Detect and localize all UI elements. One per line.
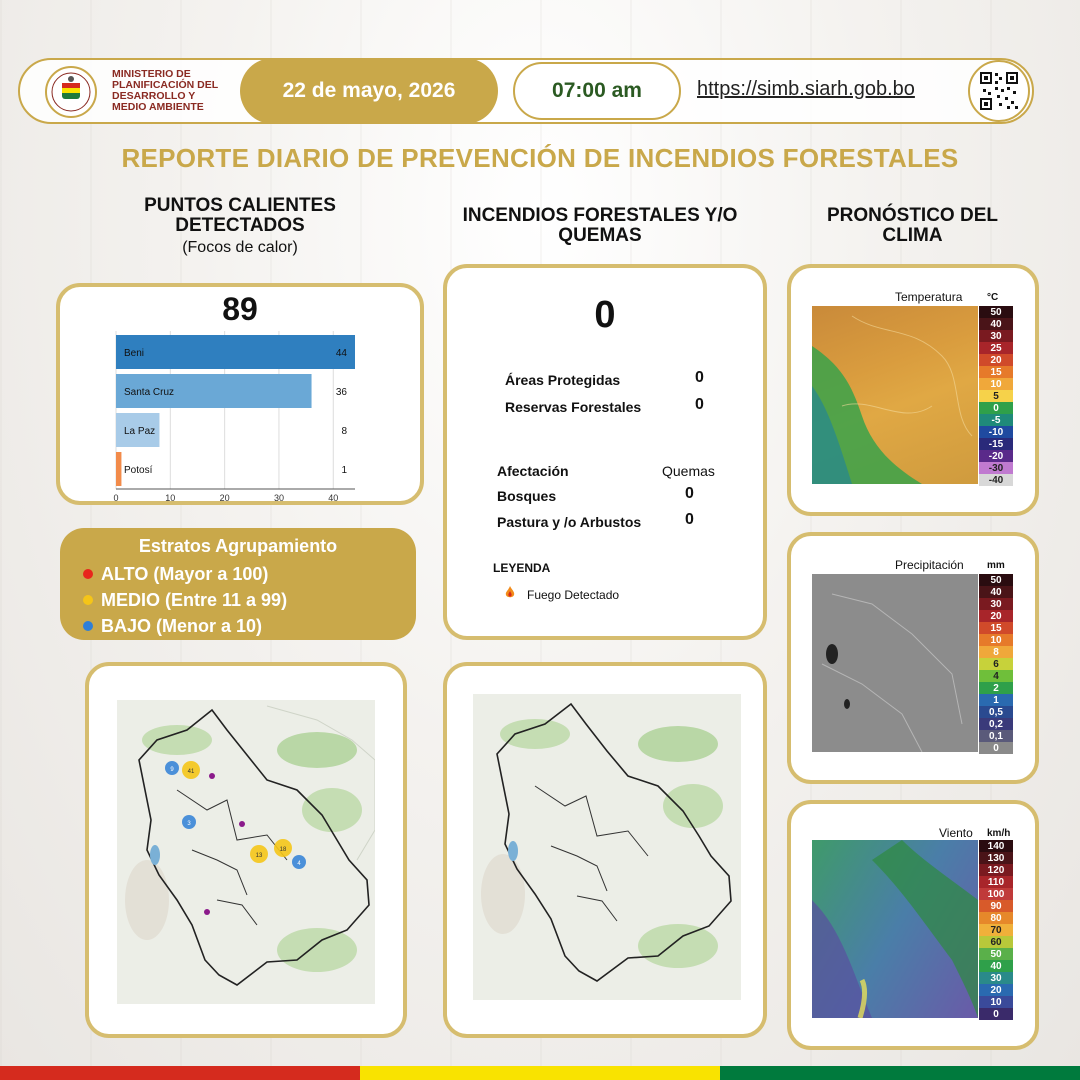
- report-title: REPORTE DIARIO DE PREVENCIÓN DE INCENDIOS FORESTALES: [121, 143, 959, 173]
- scale-step: 2: [979, 682, 1013, 694]
- map-cluster-label: 4: [297, 861, 301, 867]
- scale-step: 0: [979, 1008, 1013, 1020]
- forests-label: Bosques: [497, 488, 557, 504]
- x-tick-label: 30: [273, 493, 284, 501]
- scale-step: 40: [979, 586, 1013, 598]
- pasture-label: Pastura y /o Arbustos: [497, 514, 642, 530]
- temperature-title: Temperatura: [895, 290, 963, 304]
- protected-areas-label: Áreas Protegidas: [505, 372, 621, 388]
- strata-title: Estratos Agrupamiento: [138, 536, 338, 556]
- yellow-dot-icon: [83, 595, 93, 605]
- scale-step: 1: [979, 694, 1013, 706]
- scale-step: 15: [979, 622, 1013, 634]
- scale-step: 120: [979, 864, 1013, 876]
- x-tick-label: 10: [165, 493, 176, 501]
- scale-step: -40: [979, 474, 1013, 486]
- wind-unit: km/h: [987, 828, 1011, 839]
- value-label: 36: [335, 387, 347, 398]
- hotspots-heading: PUNTOS CALIENTES DETECTADOS (Focos de calor): [110, 196, 370, 258]
- forest-reserves-label: Reservas Forestales: [505, 399, 642, 415]
- legend-title: LEYENDA: [493, 561, 551, 575]
- scale-step: 8: [979, 646, 1013, 658]
- category-label: Santa Cruz: [124, 387, 175, 398]
- scale-step: 0: [979, 742, 1013, 754]
- hotspot-map: [117, 700, 375, 1004]
- strata-item-medio: MEDIO (Entre 11 a 99): [102, 587, 416, 613]
- map-cluster-label: 41: [187, 769, 195, 775]
- flag-stripe: [0, 1066, 1080, 1080]
- wind-card: [787, 800, 1039, 1050]
- scale-step: 10: [979, 634, 1013, 646]
- forecast-heading: PRONÓSTICO DEL CLIMA: [826, 205, 998, 246]
- value-label: 8: [341, 426, 347, 437]
- affect-label: Afectación: [497, 463, 569, 479]
- scale-step: 6: [979, 658, 1013, 670]
- scale-step: 25: [979, 342, 1013, 354]
- bar-potosí: [116, 452, 121, 486]
- scale-step: 10: [979, 996, 1013, 1008]
- report-date: 22 de mayo, 2026: [240, 58, 498, 124]
- fires-total: 0: [594, 294, 616, 336]
- ministry-name: MINISTERIO DE PLANIFICACIÓN DEL DESARROLLO Y MEDIO AMBIENTE: [112, 68, 218, 113]
- pasture-value: 0: [685, 511, 694, 528]
- scale-step: 50: [979, 574, 1013, 586]
- scale-step: 60: [979, 936, 1013, 948]
- category-label: La Paz: [124, 426, 156, 437]
- scale-step: 70: [979, 924, 1013, 936]
- precipitation-card: [787, 532, 1039, 784]
- scale-step: 0,1: [979, 730, 1013, 742]
- fires-map: [473, 694, 741, 1000]
- scale-step: 0: [979, 402, 1013, 414]
- hotspot-map-card: [85, 662, 407, 1038]
- hotspots-total: 89: [222, 291, 258, 327]
- scale-step: 40: [979, 960, 1013, 972]
- map-cluster-label: 13: [255, 853, 263, 859]
- wind-scale: [979, 840, 1013, 1020]
- scale-step: 30: [979, 972, 1013, 984]
- fire-icon: [505, 586, 515, 602]
- hotspots-chart-card: [56, 283, 424, 505]
- quemas-label: Quemas: [662, 463, 715, 479]
- fires-map-card: [443, 662, 767, 1038]
- temperature-map: [812, 306, 978, 484]
- scale-step: 50: [979, 306, 1013, 318]
- hotspots-subheading: (Focos de calor): [182, 239, 298, 256]
- scale-step: 40: [979, 318, 1013, 330]
- forests-value: 0: [685, 485, 694, 502]
- scale-step: 4: [979, 670, 1013, 682]
- temperature-card: [787, 264, 1039, 516]
- map-cluster-label: 3: [187, 821, 191, 827]
- temperature-scale: [979, 306, 1013, 486]
- wind-map: [812, 840, 978, 1018]
- scale-step: 0,5: [979, 706, 1013, 718]
- hotspots-bar-chart: [60, 287, 420, 501]
- wind-title: Viento: [939, 826, 973, 840]
- scale-step: 80: [979, 912, 1013, 924]
- protected-areas-value: 0: [695, 369, 704, 386]
- precipitation-scale: [979, 574, 1013, 754]
- report-time: 07:00 am: [513, 62, 681, 120]
- scale-step: -15: [979, 438, 1013, 450]
- map-cluster-label: 18: [279, 847, 287, 853]
- scale-step: 5: [979, 390, 1013, 402]
- scale-step: 50: [979, 948, 1013, 960]
- temperature-unit: °C: [987, 292, 999, 303]
- qr-code[interactable]: [968, 60, 1030, 122]
- x-tick-label: 0: [113, 493, 119, 501]
- scale-step: 20: [979, 984, 1013, 996]
- coat-of-arms-logo: [38, 65, 104, 119]
- x-tick-label: 40: [328, 493, 339, 501]
- strata-item-alto: ALTO (Mayor a 100): [102, 561, 416, 587]
- scale-step: -10: [979, 426, 1013, 438]
- value-label: 44: [335, 348, 347, 359]
- red-dot-icon: [83, 569, 93, 579]
- blue-dot-icon: [83, 621, 93, 631]
- forest-reserves-value: 0: [695, 396, 704, 413]
- x-tick-label: 20: [219, 493, 230, 501]
- strata-legend: [60, 528, 416, 640]
- scale-step: 20: [979, 610, 1013, 622]
- strata-item-bajo: BAJO (Menor a 10): [102, 613, 416, 639]
- scale-step: 30: [979, 598, 1013, 610]
- scale-step: 140: [979, 840, 1013, 852]
- fires-heading: INCENDIOS FORESTALES Y/O QUEMAS: [462, 205, 738, 246]
- precipitation-map: [812, 574, 978, 752]
- scale-step: -5: [979, 414, 1013, 426]
- scale-step: 30: [979, 330, 1013, 342]
- website-link[interactable]: https://simb.siarh.gob.bo: [697, 78, 915, 100]
- map-cluster-label: 9: [170, 767, 174, 773]
- fires-card: [443, 264, 767, 640]
- scale-step: 20: [979, 354, 1013, 366]
- legend-fire-detected: Fuego Detectado: [527, 588, 620, 602]
- scale-step: 0,2: [979, 718, 1013, 730]
- scale-step: -20: [979, 450, 1013, 462]
- value-label: 1: [341, 465, 347, 476]
- scale-step: 90: [979, 900, 1013, 912]
- category-label: Beni: [124, 348, 145, 359]
- precipitation-title: Precipitación: [895, 558, 964, 572]
- scale-step: 10: [979, 378, 1013, 390]
- precipitation-unit: mm: [987, 560, 1005, 571]
- bar-beni: [116, 335, 355, 369]
- scale-step: 100: [979, 888, 1013, 900]
- category-label: Potosí: [124, 465, 153, 476]
- scale-step: 130: [979, 852, 1013, 864]
- scale-step: 15: [979, 366, 1013, 378]
- scale-step: -30: [979, 462, 1013, 474]
- scale-step: 110: [979, 876, 1013, 888]
